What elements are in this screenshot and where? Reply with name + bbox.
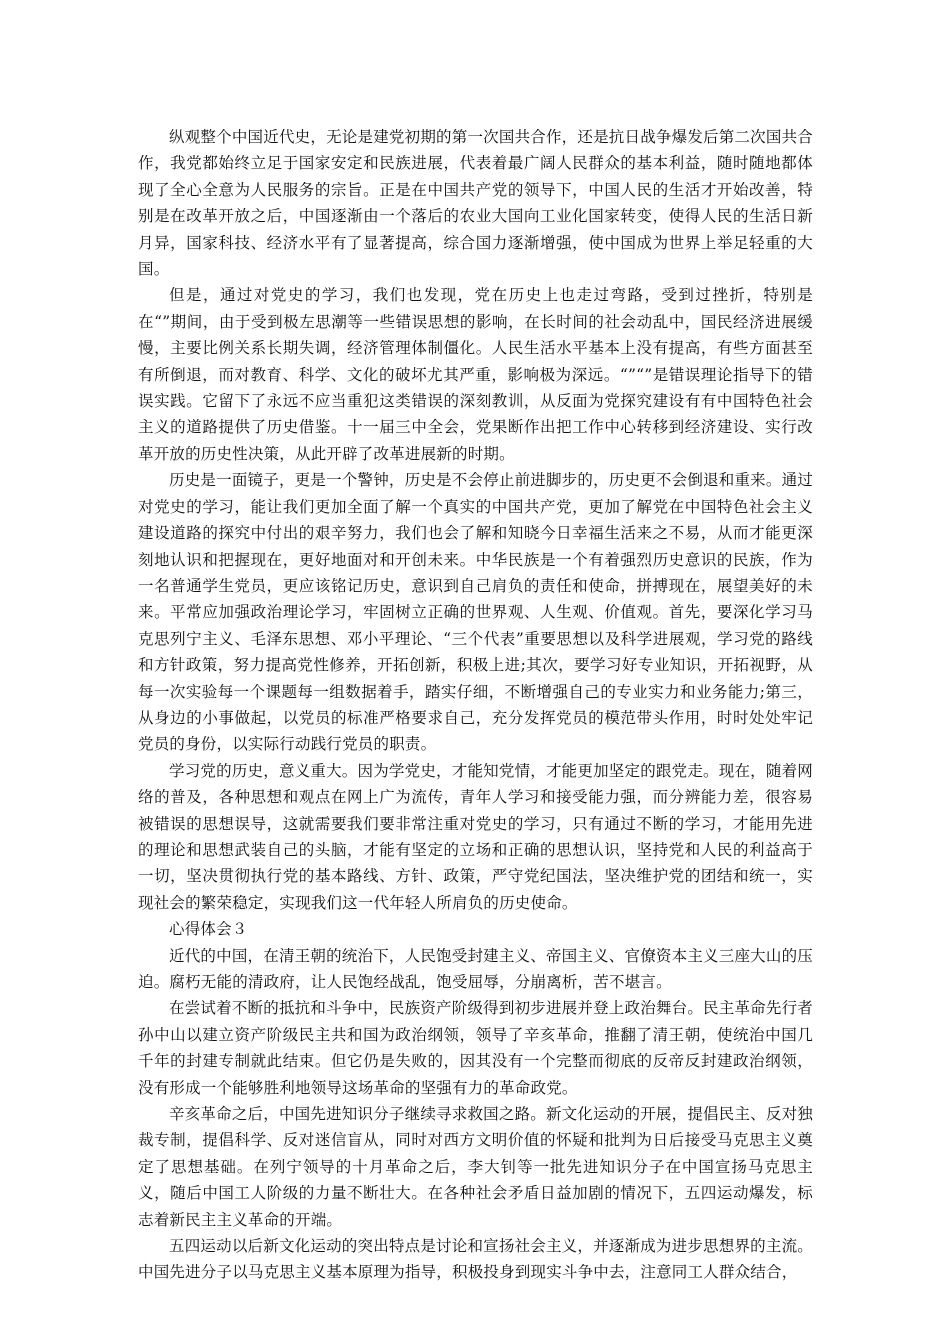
paragraph-4: 学习党的历史，意义重大。因为学党史，才能知党情，才能更加坚定的跟党走。现在，随着网络的普及，各种思想和观点在网上广为流传，青年人学习和接受能力强，而分辨能力差，很容易被错误的思想误导，这就需要我们要非常注重对党史的学习，只有通过不断的学习，才能用先进的理论和思想武装自己的头脑，才能有坚定的立场和正确的思想认识，坚持党和人民的利益高于一切，坚决贯彻执行党的基本路线、方针、政策，严守党纪国法，坚决维护党的团结和统一，实现社会的繁荣稳定，实现我们这一代年轻人所肩负的历史使命。 (138, 761, 813, 912)
paragraph-5: 近代的中国，在清王朝的统治下，人民饱受封建主义、帝国主义、官僚资本主义三座大山的压迫。腐朽无能的清政府，让人民饱经战乱，饱受屈辱，分崩离析，苦不堪言。 (138, 946, 813, 991)
paragraph-3: 历史是一面镜子，更是一个警钟，历史是不会停止前进脚步的，历史更不会倒退和重来。通过对党史的学习，能让我们更加全面了解一个真实的中国共产党，更加了解党在中国特色社会主义建设道路的探究中付出的艰辛努力，我们也会了解和知晓今日幸福生活来之不易，从而才能更深刻地认识和把握现在，更好地面对和开创未来。中华民族是一个有着强烈历史意识的民族，作为一名普通学生党员，更应该铭记历史，意识到自己肩负的责任和使命，拼搏现在，展望美好的未来。平常应加强政治理论学习，牢固树立正确的世界观、人生观、价值观。首先，要深化学习马克思列宁主义、毛泽东思想、邓小平理论、“三个代表”重要思想以及科学进展观，学习党的路线和方针政策，努力提高党性修养，开拓创新，积极上进;其次，要学习好专业知识，开拓视野，从每一次实验每一个课题每一组数据着手，踏实仔细，不断增强自己的专业实力和业务能力;第三，从身边的小事做起，以党员的标准严格要求自己，充分发挥党员的模范带头作用，时时处处牢记党员的身份，以实际行动践行党员的职责。 (138, 471, 813, 754)
paragraph-7: 辛亥革命之后，中国先进知识分子继续寻求救国之路。新文化运动的开展，提倡民主、反对独裁专制，提倡科学、反对迷信盲从，同时对西方文明价值的怀疑和批判为日后接受马克思主义奠定了思想基础。在列宁领导的十月革命之后，李大钊等一批先进知识分子在中国宣扬马克思主义，随后中国工人阶级的力量不断壮大。在各种社会矛盾日益加剧的情况下，五四运动爆发，标志着新民主主义革命的开端。 (138, 1105, 813, 1229)
section-heading: 心得体会３ (169, 920, 248, 939)
paragraph-2: 但是，通过对党史的学习，我们也发现，党在历史上也走过弯路，受到过挫折，特别是在“”期间，由于受到极左思潮等一些错误思想的影响，在长时间的社会动乱中，国民经济进展缓慢，主要比例关系长期失调，经济管理体制僵化。人民生活水平基本上没有提高，有些方面甚至有所倒退，而对教育、科学、文化的破坏尤其严重，影响极为深远。“”“”是错误理论指导下的错误实践。它留下了永远不应当重犯这类错误的深刻教训，从反面为党探究建设有有中国特色社会主义的道路提供了历史借鉴。十一届三中全会，党果断作出把工作中心转移到经济建设、实行改革开放的历史性决策，从此开辟了改革进展新的时期。 (138, 286, 813, 463)
paragraph-1: 纵观整个中国近代史，无论是建党初期的第一次国共合作，还是抗日战争爆发后第二次国共合作，我党都始终立足于国家安定和民族进展，代表着最广阔人民群众的基本利益，随时随地都体现了全心全意为人民服务的宗旨。正是在中国共产党的领导下，中国人民的生活才开始改善，特别是在改革开放之后，中国逐渐由一个落后的农业大国向工业化国家转变，使得人民的生活日新月异，国家科技、经济水平有了显著提高，综合国力逐渐增强，使中国成为世界上举足轻重的大国。 (138, 128, 813, 279)
paragraph-8: 五四运动以后新文化运动的突出特点是讨论和宣扬社会主义，并逐渐成为进步思想界的主流。中国先进分子以马克思主义基本原理为指导，积极投身到现实斗争中去，注意同工人群众结合， (138, 1237, 813, 1282)
paragraph-6: 在尝试着不断的抵抗和斗争中，民族资产阶级得到初步进展并登上政治舞台。民主革命先行者孙中山以建立资产阶级民主共和国为政治纲领，领导了辛亥革命，推翻了清王朝，使统治中国几千年的封建专制就此结束。但它仍是失败的，因其没有一个完整而彻底的反帝反封建政治纲领，没有形成一个能够胜利地领导这场革命的坚强有力的革命政党。 (138, 999, 813, 1097)
document-body (138, 124, 813, 1286)
